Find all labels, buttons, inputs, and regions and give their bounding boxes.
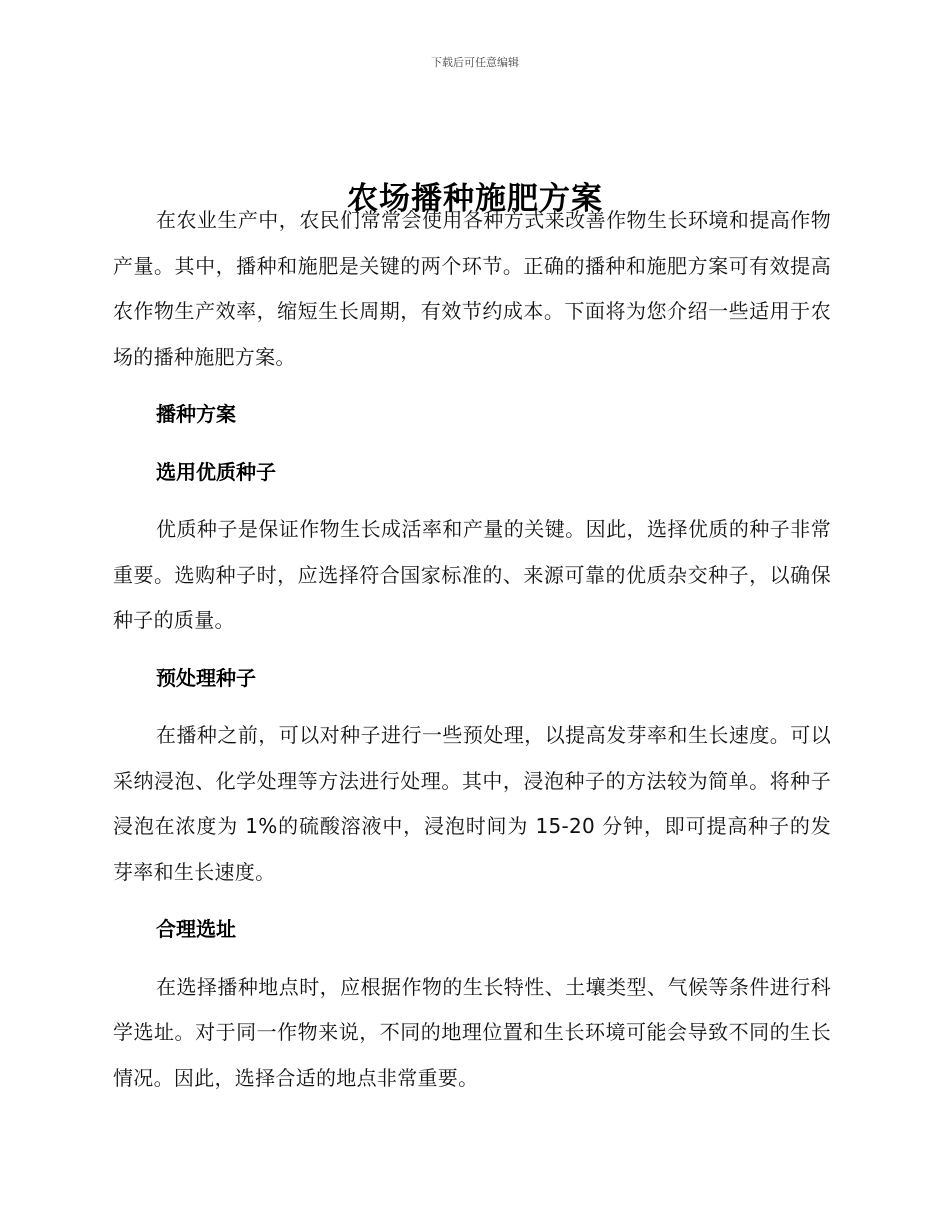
header-note: 下载后可任意编辑 bbox=[431, 56, 519, 69]
document-body bbox=[113, 198, 831, 1101]
intro-paragraph: 在农业生产中，农民们常常会使用各种方式来改善作物生长环境和提高作物产量。其中，播种和施肥是关键的两个环节。正确的播种和施肥方案可有效提高农作物生产效率，缩短生长周期，有效节约成本。下面将为您介绍一些适用于农场的播种施肥方案。 bbox=[113, 208, 831, 369]
subsection-paragraph-seed-pretreatment: 在播种之前，可以对种子进行一些预处理，以提高发芽率和生长速度。可以采纳浸泡、化学处理等方法进行处理。其中，浸泡种子的方法较为简单。将种子浸泡在浓度为 1%的硫酸溶液中，浸泡时间为 15-20 分钟，即可提高种子的发芽率和生长速度。 bbox=[113, 723, 831, 884]
subsection-heading-site-selection: 合理选址 bbox=[156, 917, 236, 941]
subsection-heading-seed-pretreatment: 预处理种子 bbox=[156, 665, 256, 690]
subsection-paragraph-seed-selection: 优质种子是保证作物生长成活率和产量的关键。因此，选择优质的种子非常重要。选购种子时，应选择符合国家标准的、来源可靠的优质杂交种子，以确保种子的质量。 bbox=[113, 517, 831, 632]
subsection-heading-seed-selection: 选用优质种子 bbox=[156, 459, 276, 484]
section-heading-sowing-plan: 播种方案 bbox=[156, 402, 236, 426]
subsection-paragraph-site-selection: 在选择播种地点时，应根据作物的生长特性、土壤类型、气候等条件进行科学选址。对于同一作物来说，不同的地理位置和生长环境可能会导致不同的生长情况。因此，选择合适的地点非常重要。 bbox=[113, 974, 831, 1090]
document-title: 农场播种施肥方案 bbox=[347, 180, 603, 217]
